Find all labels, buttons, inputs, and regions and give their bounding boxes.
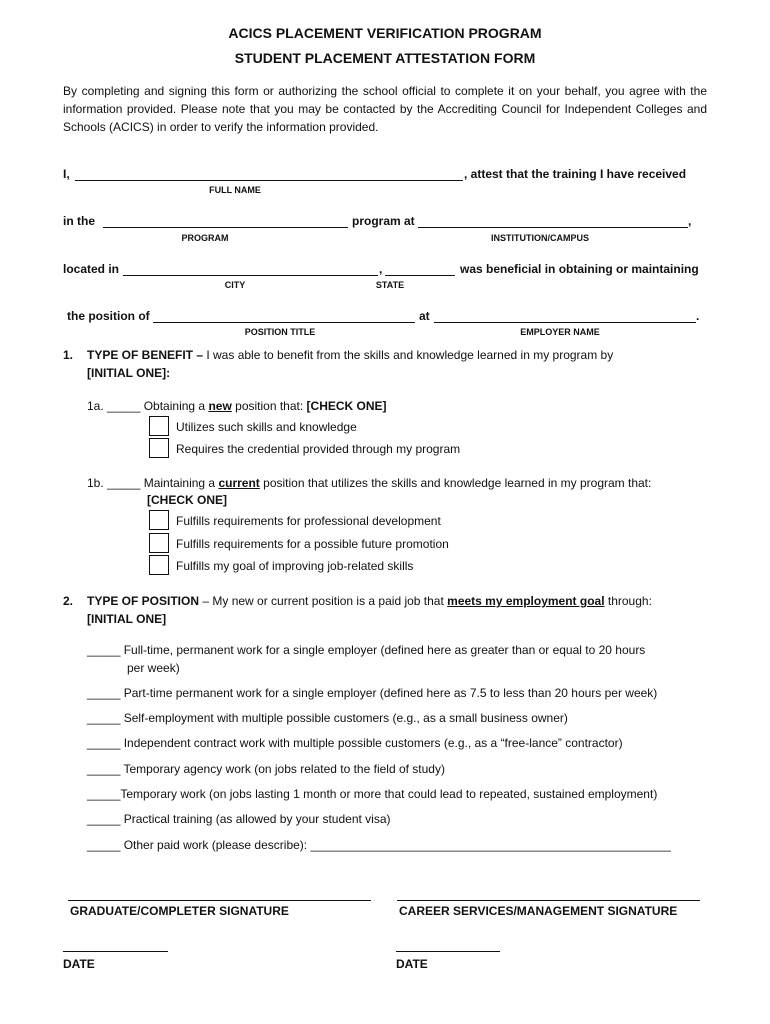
option-professional-development-label: Fulfills requirements for professional development bbox=[176, 514, 441, 528]
option-job-related-skills-label: Fulfills my goal of improving job-related skills bbox=[176, 559, 414, 573]
option-1a-rest: position that: bbox=[235, 399, 304, 413]
date-left-label: DATE bbox=[63, 957, 95, 971]
graduate-signature-line[interactable] bbox=[68, 900, 371, 901]
option-1b-line bbox=[87, 476, 651, 490]
section1-heading: TYPE OF BENEFIT – bbox=[87, 348, 204, 362]
position-option-other[interactable]: _____ Other paid work (please describe): ______________________________________________________ bbox=[87, 838, 671, 852]
position-option-full-time-cont: per week) bbox=[127, 661, 180, 675]
section2-heading-line bbox=[87, 594, 652, 608]
i-label: I, bbox=[63, 167, 70, 181]
employer-name-caption: EMPLOYER NAME bbox=[520, 327, 600, 337]
beneficial-text: was beneficial in obtaining or maintaining bbox=[460, 262, 699, 276]
date-left-line[interactable] bbox=[63, 951, 168, 952]
at-label: at bbox=[419, 309, 430, 323]
position-option-temporary[interactable]: _____Temporary work (on jobs lasting 1 month or more that could lead to repeated, sustained employment) bbox=[87, 787, 658, 801]
position-option-temp-agency[interactable]: _____ Temporary agency work (on jobs related to the field of study) bbox=[87, 762, 445, 776]
option-future-promotion-label: Fulfills requirements for a possible future promotion bbox=[176, 537, 449, 551]
comma-1: , bbox=[688, 214, 692, 228]
located-in-label: located in bbox=[63, 262, 120, 276]
full-name-field[interactable] bbox=[75, 180, 463, 181]
form-title-program: ACICS PLACEMENT VERIFICATION PROGRAM bbox=[228, 25, 542, 41]
employer-name-field[interactable] bbox=[434, 322, 696, 323]
position-option-practical-training[interactable]: _____ Practical training (as allowed by your student visa) bbox=[87, 812, 391, 826]
position-option-self-employment[interactable]: _____ Self-employment with multiple possible customers (e.g., as a small business owner) bbox=[87, 711, 568, 725]
intro-paragraph: By completing and signing this form or authorizing the school official to complete it on your behalf, you agree with the information provided. Please note that you may be contacted by the Accrediting Council for Independent Colleges and Schools (ACICS) in order to verify the information provided. bbox=[63, 84, 707, 134]
position-option-part-time[interactable]: _____ Part-time permanent work for a single employer (defined here as 7.5 to less than 20 hours per week) bbox=[87, 686, 658, 700]
position-option-contract[interactable]: _____ Independent contract work with multiple possible customers (e.g., as a “free-lance” contractor) bbox=[87, 736, 623, 750]
section2-goal: meets my employment goal bbox=[447, 594, 605, 608]
city-field[interactable] bbox=[123, 275, 378, 276]
institution-field[interactable] bbox=[418, 227, 688, 228]
option-1a-check: [CHECK ONE] bbox=[306, 399, 387, 413]
option-1b-label: 1b. _____ Maintaining a bbox=[87, 476, 216, 490]
checkbox-requires-credential[interactable] bbox=[149, 438, 169, 458]
form-title-attestation: STUDENT PLACEMENT ATTESTATION FORM bbox=[234, 50, 536, 66]
position-title-caption: POSITION TITLE bbox=[244, 327, 316, 337]
section1-text: I was able to benefit from the skills and knowledge learned in my program by bbox=[203, 348, 614, 362]
career-signature-line[interactable] bbox=[397, 900, 700, 901]
checkbox-future-promotion[interactable] bbox=[149, 533, 169, 553]
option-1b-rest: position that utilizes the skills and knowledge learned in my program that: bbox=[263, 476, 652, 490]
section1-number: 1. bbox=[63, 348, 74, 362]
position-of-label: the position of bbox=[67, 309, 150, 323]
career-signature-label: CAREER SERVICES/MANAGEMENT SIGNATURE bbox=[399, 904, 678, 918]
checkbox-job-related-skills[interactable] bbox=[149, 555, 169, 575]
section2-initial-one: [INITIAL ONE] bbox=[87, 612, 167, 626]
position-option-full-time[interactable]: _____ Full-time, permanent work for a single employer (defined here as greater than or equal to 20 hours bbox=[87, 643, 646, 657]
comma-2: , bbox=[379, 262, 383, 276]
option-1b-check: [CHECK ONE] bbox=[147, 493, 227, 507]
state-caption: STATE bbox=[375, 280, 405, 290]
in-the-label: in the bbox=[63, 214, 95, 228]
option-utilizes-skills-label: Utilizes such skills and knowledge bbox=[176, 420, 357, 434]
position-title-field[interactable] bbox=[153, 322, 415, 323]
checkbox-utilizes-skills[interactable] bbox=[149, 416, 169, 436]
date-right-line[interactable] bbox=[396, 951, 500, 952]
checkbox-professional-development[interactable] bbox=[149, 510, 169, 530]
option-1a-line bbox=[87, 399, 387, 413]
city-caption: CITY bbox=[224, 280, 246, 290]
period: . bbox=[696, 309, 700, 323]
program-caption: PROGRAM bbox=[181, 233, 229, 243]
section1-heading-line bbox=[87, 348, 613, 362]
option-requires-credential-label: Requires the credential provided through my program bbox=[176, 442, 461, 456]
program-field[interactable] bbox=[103, 227, 348, 228]
graduate-signature-label: GRADUATE/COMPLETER SIGNATURE bbox=[70, 904, 289, 918]
section2-through: through: bbox=[604, 594, 652, 608]
option-1b-current: current bbox=[218, 476, 260, 490]
section2-number: 2. bbox=[63, 594, 74, 608]
option-1a-new: new bbox=[208, 399, 232, 413]
state-field[interactable] bbox=[385, 275, 455, 276]
program-at-label: program at bbox=[352, 214, 415, 228]
date-right-label: DATE bbox=[396, 957, 428, 971]
section1-initial-one: [INITIAL ONE]: bbox=[87, 366, 171, 380]
institution-caption: INSTITUTION/CAMPUS bbox=[491, 233, 589, 243]
full-name-caption: FULL NAME bbox=[209, 185, 261, 195]
option-1a-label: 1a. _____ Obtaining a bbox=[87, 399, 206, 413]
section2-heading: TYPE OF POSITION bbox=[87, 594, 200, 608]
section2-text: – My new or current position is a paid job that bbox=[199, 594, 444, 608]
attest-text: , attest that the training I have received bbox=[464, 167, 687, 181]
